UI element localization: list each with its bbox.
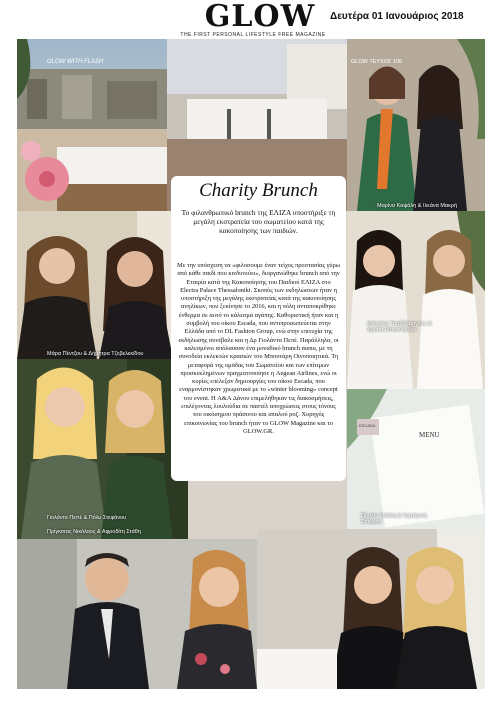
photo-menu-card [347, 389, 485, 529]
women-illustration-5 [257, 529, 485, 689]
women-illustration-4 [17, 359, 188, 539]
article-box [171, 176, 346, 481]
menu-illustration [347, 389, 485, 529]
issue-label: GLOW ΤΕΥΧΟΣ 156 [351, 59, 403, 65]
article-title: Charity Brunch [199, 180, 318, 201]
photo-two-women-left [17, 211, 188, 359]
photo-two-women-right [347, 211, 485, 389]
caption-2: Μάρα Πέντζου & Δήμητρα Τζεβελεκίδου [47, 351, 144, 357]
menu-brand: ESCADA [359, 423, 376, 428]
women-illustration-2 [17, 211, 188, 359]
women-illustration-3 [347, 211, 485, 389]
photo-two-ladies-top [347, 39, 485, 211]
photo-banquet-hall [17, 39, 167, 211]
photo-two-women-bottom [257, 529, 485, 689]
caption-4: Γιολάντα Πεπέ & Πόλυ Στεφάνου [47, 515, 127, 521]
article-body: Με την υπόσχεση να «φιλοσουμε έναν τείχος προστασίας γύρω από κάθε παιδί που κινδυνεύει», διοργανώθηκε brunch από την Εταιρία κατά της Κακοποίησης του Παιδιού ΕΛΙΖΑ στο Electra Palace Thessaloniki. Σκοπός των εκδηλώσεων ήταν η υποστήριξη της μεγάλης εκστρατείας κατά της κακοποίησης ανηλίκων, που ξεκίνησε το 2016, και η πόλη ανταποκρίθηκε ένθερμα σε αυτό το κάλεσμα αγάπης. Καθοριστική ήταν και η συμβολή του οίκου Escada, που αντιπροσωπεύεται στην Ελλάδα από το DL Fashion Group, ενώ στην επιτυχία της εκδήλωσης συνέβαλε και η Δρ Γιολάντα Πεπέ. Παράλληλα, οι καλεσμένοι απόλαυσαν ένα μοναδικό brunch menu, με τη συνοδεία εκλεκτών κρασιών του Μπουτάρη Οινοποιητικά. Τη μεταφορά της ομάδας του Σωματείου και των επίτιμων προσκεκλημένων πραγματοποίησε η Aegean Airlines, ενώ οι κυρίες επέλεξαν δημιουργίες του οίκου Escada, που εναρμονίστηκαν χρωματικά με το «winter blooming» concept του event. Η A&A Δάνου επιμελήθηκαν τις διακοσμήσεις, επιλέγοντας λουλούδια σε παστέλ αποχρώσεις στους τόνους του οικόσημου πράσινου και απαλού ροζ. Χορηγός επικοινωνίας του brunch ήταν το GLOW Magazine και το GLOW.GR. [177, 262, 340, 435]
photo-blonde-women [17, 359, 188, 539]
caption-6: Πουλίν Σελέκη & Λομπρινή Σταύρου [361, 513, 427, 525]
prince-illustration [17, 539, 257, 689]
caption-3: Κατερίνα Τσαβδάρογλου & Χρύσα Μπισινόγλου [367, 321, 432, 333]
section-label: GLOW WITH FLASH [47, 59, 104, 65]
caption-1: Μαρίνα Καψάλη & Ιλεάνα Μακρή [377, 203, 458, 209]
photo-prince-and-lady [17, 539, 257, 689]
caption-5: Πρίγκιπας Νικόλαος & Αφροδίτη Στάθη [47, 529, 141, 535]
menu-title: MENU [419, 431, 440, 439]
article-lead: Το φιλανθρωπικό brunch της ΕΛΙΖΑ υποστήριξε τη μεγάλη εκστρατεία του σωματείου κατά της κακοποίησης των παιδιών. [181, 208, 336, 235]
masthead-logo: GLOW [204, 0, 316, 34]
issue-date: Δευτέρα 01 Ιανουάριος 2018 [330, 11, 464, 22]
tagline: THE FIRST PERSONAL LIFESTYLE FREE MAGAZINE [180, 32, 326, 38]
magazine-page [17, 39, 485, 689]
